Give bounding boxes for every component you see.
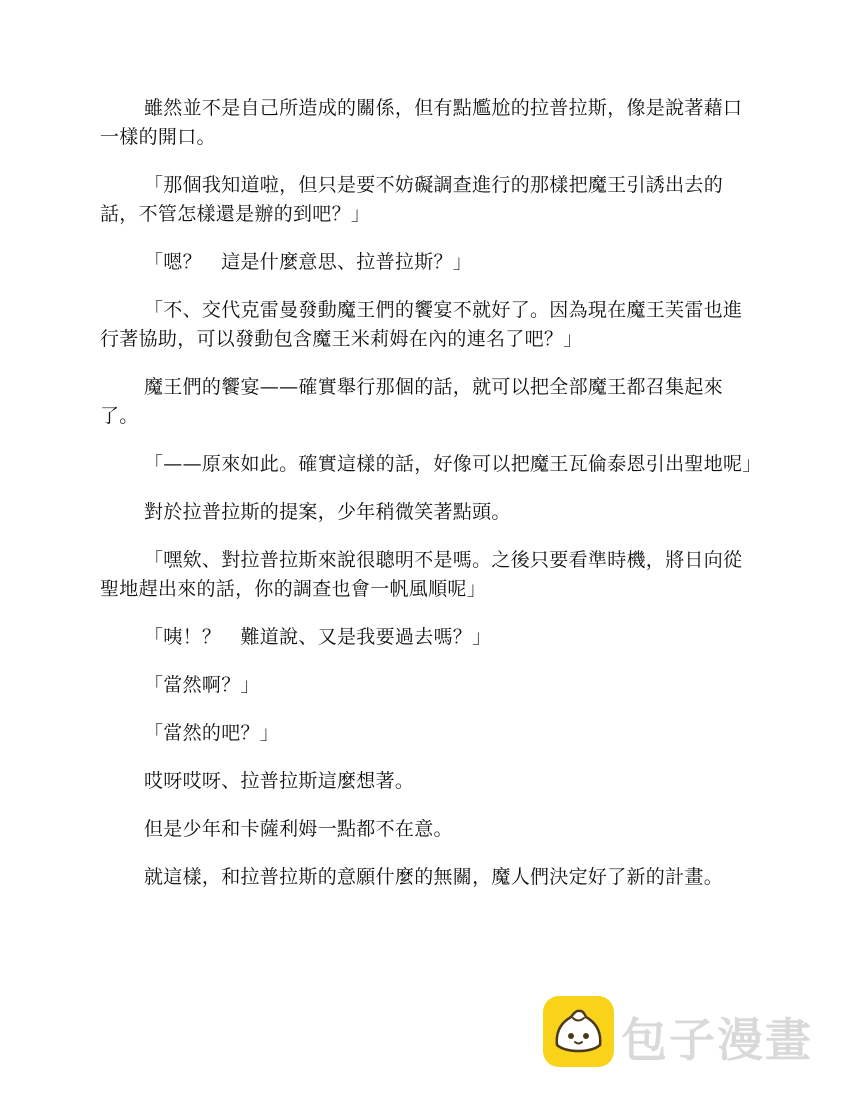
paragraph: 對於拉普拉斯的提案，少年稍微笑著點頭。: [144, 501, 511, 523]
paragraph: 「不、交代克雷曼發動魔王們的饗宴不就好了。因為現在魔王芙雷也進行著協助，可以發動包含魔王米莉姆在內的連名了吧？」: [100, 299, 743, 350]
paragraph: 哎呀哎呀、拉普拉斯這麼想著。: [144, 770, 415, 792]
paragraph: 「當然的吧？」: [144, 722, 280, 744]
paragraph: 「嘿欸、對拉普拉斯來說很聰明不是嗎。之後只要看準時機，將日向從聖地趕出來的話，你的調查也會一帆風順呢」: [100, 549, 743, 600]
paragraph: 但是少年和卡薩利姆一點都不在意。: [144, 818, 453, 840]
watermark-text: 包子漫畫: [621, 1013, 813, 1067]
novel-text: [100, 94, 760, 911]
paragraph: 「咦！？ 難道說、又是我要過去嗎？」: [144, 626, 492, 648]
paragraph: 「當然啊？」: [144, 674, 260, 696]
paragraph: 就這樣，和拉普拉斯的意願什麼的無關，魔人們決定好了新的計畫。: [144, 866, 724, 888]
watermark-logo: [543, 996, 833, 1066]
paragraph: 雖然並不是自己所造成的關係，但有點尷尬的拉普拉斯，像是說著藉口一樣的開口。: [100, 97, 743, 148]
paragraph: 「那個我知道啦，但只是要不妨礙調查進行的那樣把魔王引誘出去的話，不管怎樣還是辦的到吧？」: [100, 174, 724, 225]
paragraph: 魔王們的饗宴——確實舉行那個的話，就可以把全部魔王都召集起來了。: [100, 376, 724, 427]
paragraph: 「——原來如此。確實這樣的話，好像可以把魔王瓦倫泰恩引出聖地呢」: [144, 453, 762, 475]
bun-mascot-icon: [543, 996, 614, 1067]
paragraph: 「嗯？ 這是什麼意思、拉普拉斯？」: [144, 251, 473, 273]
